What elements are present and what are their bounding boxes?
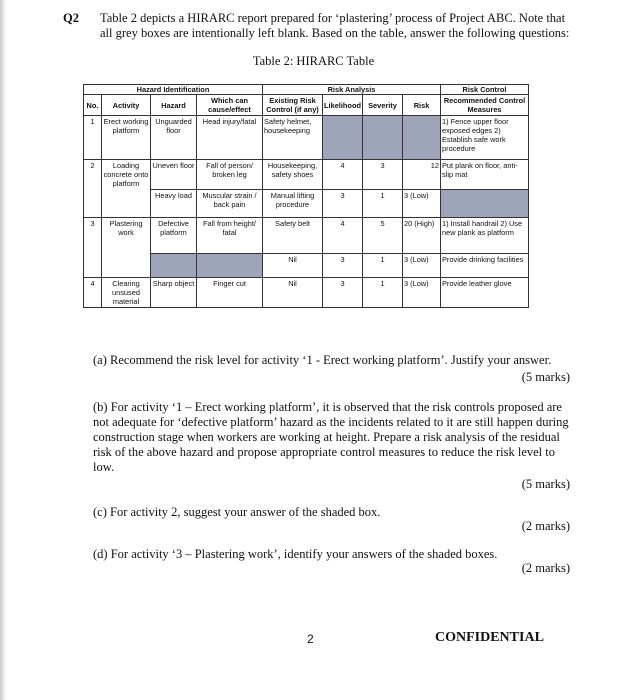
cell-effect: Fall of person/ broken leg	[197, 160, 263, 190]
cell-hazard: Uneven floor	[151, 160, 197, 190]
question-number: Q2	[63, 11, 79, 25]
shaded-cell	[403, 116, 441, 160]
cell-existing-control: Nil	[263, 278, 323, 308]
cell-likelihood: 3	[323, 190, 363, 218]
header-existing-control: Existing Risk Control (if any)	[263, 95, 323, 116]
header-no: No.	[84, 95, 102, 116]
cell-risk: 20 (High)	[403, 218, 441, 254]
cell-no: 2	[84, 160, 102, 218]
cell-no: 3	[84, 218, 102, 278]
column-header-row	[84, 95, 529, 116]
cell-severity: 1	[363, 254, 403, 278]
group-header-row	[84, 85, 529, 95]
cell-risk: 3 (Low)	[403, 278, 441, 308]
shaded-cell	[323, 116, 363, 160]
cell-control: Provide drinking facilities	[441, 254, 529, 278]
part-a-text: (a) Recommend the risk level for activity ‘1 - Erect working platform’. Justify your answer.	[93, 353, 552, 367]
cell-existing-control: Nil	[263, 254, 323, 278]
cell-risk: 3 (Low)	[403, 254, 441, 278]
cell-existing-control: Manual lifting procedure	[263, 190, 323, 218]
cell-effect: Muscular strain / back pain	[197, 190, 263, 218]
cell-existing-control: Safety helmet, housekeeping	[263, 116, 323, 160]
group-hazard-identification: Hazard Identification	[84, 85, 263, 95]
hirarc-table	[83, 84, 529, 308]
part-b-text: (b) For activity ‘1 – Erect working platform’, it is observed that the risk controls proposed are not adequate for ‘defective platform’ hazard as the incidents related to it are still happen during construction stage when workers are working at height. Prepare a risk analysis of the residual risk of the above hazard and propose appropriate control measures to reduce the risk level to low.	[93, 400, 569, 474]
table-caption: Table 2: HIRARC Table	[252, 54, 375, 68]
cell-no: 4	[84, 278, 102, 308]
shaded-cell	[363, 116, 403, 160]
cell-likelihood: 4	[323, 218, 363, 254]
part-d-text: (d) For activity ‘3 – Plastering work’, identify your answers of the shaded boxes.	[93, 547, 498, 561]
cell-likelihood: 3	[323, 254, 363, 278]
header-hazard: Hazard	[151, 95, 197, 116]
cell-effect: Head injury/fatal	[197, 116, 263, 160]
page-number: 2	[307, 632, 314, 646]
cell-activity: Plastering work	[102, 218, 151, 278]
cell-hazard: Heavy load	[151, 190, 197, 218]
header-likelihood: Likelihood	[323, 95, 363, 116]
cell-control: 1) Install handrail 2) Use new plank as platform	[441, 218, 529, 254]
cell-risk: 3 (Low)	[403, 190, 441, 218]
cell-severity: 1	[363, 278, 403, 308]
table-row	[84, 278, 529, 308]
table-row	[84, 190, 529, 218]
part-a-marks: (5 marks)	[521, 370, 570, 384]
cell-activity: Erect working platform	[102, 116, 151, 160]
header-recommended-control: Recommended Control Measures	[441, 95, 529, 116]
cell-effect: Finger cut	[197, 278, 263, 308]
table-row	[84, 116, 529, 160]
cell-risk: 12	[403, 160, 441, 190]
cell-activity: Clearing unsused material	[102, 278, 151, 308]
cell-likelihood: 4	[323, 160, 363, 190]
cell-severity: 1	[363, 190, 403, 218]
cell-severity: 3	[363, 160, 403, 190]
cell-control: Put plank on floor, anti-slip mat	[441, 160, 529, 190]
page-edge-shadow	[0, 0, 6, 700]
cell-no: 1	[84, 116, 102, 160]
table-row	[84, 218, 529, 254]
cell-activity: Loading concrete onto platform	[102, 160, 151, 218]
part-d-marks: (2 marks)	[521, 561, 570, 575]
confidential-label: CONFIDENTIAL	[435, 630, 544, 645]
cell-existing-control: Safety belt	[263, 218, 323, 254]
part-b-marks: (5 marks)	[521, 477, 570, 491]
cell-existing-control: Housekeeping, safety shoes	[263, 160, 323, 190]
header-activity: Activity	[102, 95, 151, 116]
question-text: Table 2 depicts a HIRARC report prepared for ‘plastering’ process of Project ABC. Note that all grey boxes are intentionally left blank. Based on the table, answer the following questions:	[100, 11, 570, 40]
header-effect: Which can cause/effect	[197, 95, 263, 116]
group-risk-control: Risk Control	[441, 85, 529, 95]
cell-hazard: Sharp object	[151, 278, 197, 308]
cell-effect: Fall from height/ fatal	[197, 218, 263, 254]
table-row	[84, 160, 529, 190]
cell-hazard: Unguarded floor	[151, 116, 197, 160]
part-c-text: (c) For activity 2, suggest your answer of the shaded box.	[93, 505, 381, 519]
cell-likelihood: 3	[323, 278, 363, 308]
shaded-cell	[197, 254, 263, 278]
table-row	[84, 254, 529, 278]
shaded-cell	[441, 190, 529, 218]
header-risk: Risk	[403, 95, 441, 116]
cell-control: Provide leather glove	[441, 278, 529, 308]
cell-severity: 5	[363, 218, 403, 254]
cell-hazard: Defective platform	[151, 218, 197, 254]
part-c-marks: (2 marks)	[521, 519, 570, 533]
cell-control: 1) Fence upper floor exposed edges 2) Establish safe work procedure	[441, 116, 529, 160]
shaded-cell	[151, 254, 197, 278]
header-severity: Severity	[363, 95, 403, 116]
group-risk-analysis: Risk Analysis	[263, 85, 441, 95]
